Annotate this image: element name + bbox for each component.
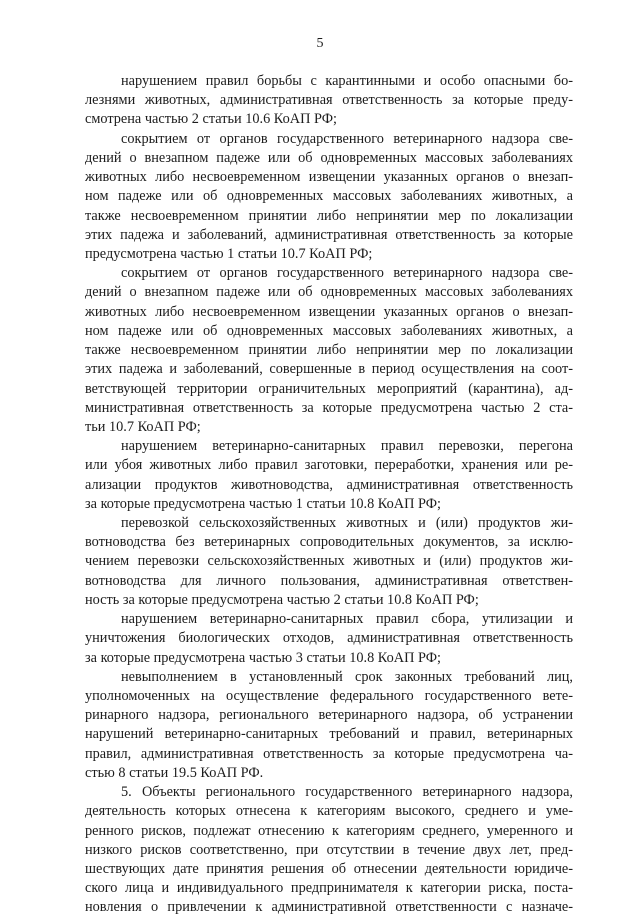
text-line: животных либо несвоевременном извещении указанных органов о внезап- <box>85 169 573 186</box>
text-line: нарушением ветеринарно-санитарных правил перевозки, перегона <box>121 438 573 455</box>
text-line: этих падежа и заболеваний, административная ответственность за которые <box>85 226 573 243</box>
text-line: ренного рисков, подлежат отнесению к категориям среднего, умеренного и <box>85 822 573 839</box>
text-line: министративная ответственность за которые предусмотрена частью 2 ста- <box>85 399 573 416</box>
text-line: чением перевозки сельскохозяйственных животных и (или) продуктов жи- <box>85 553 573 570</box>
text-line: ном падеже или об одновременных массовых заболеваниях животных, а <box>85 322 573 339</box>
text-line: низкого рисков соответственно, при отсутствии в течение двух лет, пред- <box>85 841 573 858</box>
page-number: 5 <box>316 36 324 51</box>
text-line: также несвоевременном принятии либо непринятии мер по локализации <box>85 342 573 359</box>
text-line: ализации продуктов животноводства, административная ответственность <box>85 476 573 493</box>
text-line: животных либо несвоевременном извещении указанных органов о внезап- <box>85 303 573 320</box>
text-line: лезнями животных, административная ответственность за которые преду- <box>85 92 573 109</box>
text-line: ном падеже или об одновременных массовых заболеваниях животных, а <box>85 188 573 205</box>
text-line: нарушений ветеринарно-санитарных требований и правил, ветеринарных <box>85 726 573 743</box>
text-line: за которые предусмотрена частью 1 статьи 10.8 КоАП РФ; <box>85 495 441 512</box>
text-line: новления о привлечении к административной ответственности с назначе- <box>85 899 573 916</box>
text-line: шествующих дате принятия решения об отнесении деятельности юридиче- <box>85 860 573 877</box>
text-line: или убоя животных либо правил заготовки, переработки, хранения или ре- <box>85 457 573 474</box>
text-line: 5. Объекты регионального государственного ветеринарного надзора, <box>121 784 573 801</box>
text-line: дений о внезапном падеже или об одновременных массовых заболеваниях <box>85 284 573 301</box>
text-line: нарушением правил борьбы с карантинными и особо опасными бо- <box>121 73 573 89</box>
text-line: ветствующей территории ограничительных мероприятий (карантина), ад- <box>85 380 573 397</box>
text-line: сокрытием от органов государственного ветеринарного надзора све- <box>121 130 573 147</box>
text-line: дений о внезапном падеже или об одновременных массовых заболеваниях <box>85 149 573 166</box>
text-line: тьи 10.7 КоАП РФ; <box>85 418 201 435</box>
text-line: ского лица и индивидуального предпринимателя к категории риска, поста- <box>85 880 573 897</box>
text-line: невыполнением в установленный срок законных требований лиц, <box>121 668 573 685</box>
text-line: перевозкой сельскохозяйственных животных и (или) продуктов жи- <box>121 515 573 532</box>
text-line: уполномоченных на осуществление федерального государственного вете- <box>85 688 573 704</box>
text-line: ность за которые предусмотрена частью 2 статьи 10.8 КоАП РФ; <box>85 591 479 608</box>
text-line: предусмотрена частью 1 статьи 10.7 КоАП РФ; <box>85 245 373 262</box>
text-line: ринарного надзора, регионального ветеринарного надзора, об устранении <box>85 707 573 724</box>
document-body <box>85 72 573 918</box>
text-line: стью 8 статьи 19.5 КоАП РФ. <box>85 764 264 781</box>
text-line: также несвоевременном принятии либо непринятии мер по локализации <box>85 207 573 224</box>
text-line: смотрена частью 2 статьи 10.6 КоАП РФ; <box>85 111 337 128</box>
text-line: вотноводства без ветеринарных сопроводительных документов, за исклю- <box>85 534 573 551</box>
text-line: вотноводства для личного пользования, административная ответствен- <box>85 572 573 589</box>
text-line: нарушением ветеринарно-санитарных правил сбора, утилизации и <box>121 611 573 628</box>
text-line: за которые предусмотрена частью 3 статьи 10.8 КоАП РФ; <box>85 649 441 666</box>
text-line: правил, административная ответственность за которые предусмотрена ча- <box>85 745 573 762</box>
text-line: уничтожения биологических отходов, административная ответственность <box>85 630 573 647</box>
text-line: деятельность которых отнесена к категориям высокого, среднего и уме- <box>85 803 573 820</box>
text-line: этих падежа и заболеваний, совершенные в период осуществления на соот- <box>85 361 573 378</box>
text-line: сокрытием от органов государственного ветеринарного надзора све- <box>121 265 573 282</box>
